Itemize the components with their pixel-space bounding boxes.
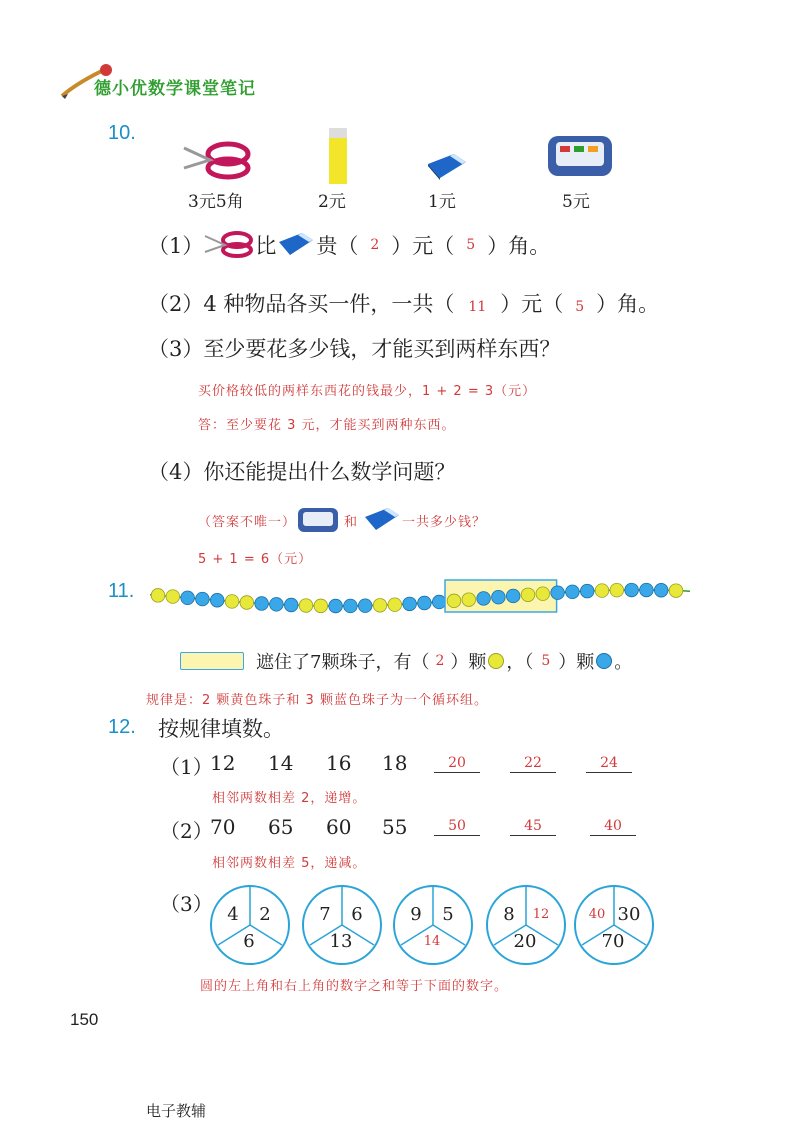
blue-bead: [640, 583, 654, 597]
circle-number: 40: [588, 907, 606, 922]
circle-number: 2: [259, 904, 271, 925]
header-title: 德小优数学课堂笔记: [94, 79, 256, 99]
blue-bead: [506, 589, 520, 603]
publisher-label: 电子教辅: [146, 1102, 207, 1120]
cover-box: [180, 652, 244, 670]
blue-bead: [255, 597, 269, 611]
answer-blank: 50: [434, 818, 480, 836]
yellow-bead: [240, 596, 254, 610]
handwritten-answer: [198, 505, 486, 535]
text: 一共多少钱？: [402, 514, 487, 530]
part-label: （1）: [160, 755, 213, 779]
handwritten-answer: 买价格较低的两样东西花的钱最少，1 + 2 = 3（元）: [198, 384, 537, 399]
handwritten-answer: 5 + 1 = 6（元）: [198, 552, 313, 567]
circle-number: 7: [319, 904, 331, 925]
handwritten-answer: 相邻两数相差 5，递减。: [212, 856, 367, 871]
blue-bead: [551, 586, 565, 600]
answer: 5: [541, 653, 551, 669]
q10-part2: [148, 288, 659, 318]
blue-bead: [196, 592, 210, 606]
text: 贵（: [316, 234, 359, 258]
answer-blank: 45: [510, 818, 556, 836]
part-label: （4）: [148, 460, 204, 484]
blue-bead: [625, 583, 639, 597]
text: ）颗: [558, 652, 595, 673]
text: 和: [344, 514, 359, 530]
given-number: 12: [210, 751, 236, 775]
answer-blank: 20: [434, 755, 480, 773]
q12-title: 按规律填数。: [158, 717, 284, 741]
answer-blank: 24: [586, 755, 632, 773]
pencil-case-icon: [296, 505, 340, 535]
circle-puzzle: [393, 885, 473, 965]
circle-number: 14: [423, 934, 441, 949]
price-scissors: 3元5角: [188, 192, 244, 212]
circle-number: 9: [410, 904, 422, 925]
yellow-bead: [388, 598, 402, 612]
circle-number: 13: [329, 931, 353, 952]
text: 比: [255, 234, 277, 258]
text: 至少要花多少钱，才能买到两样东西？: [203, 337, 561, 361]
yellow-bead: [595, 584, 609, 598]
blue-bead: [344, 599, 358, 613]
eraser-icon: [362, 506, 402, 534]
part-label: （1）: [148, 234, 204, 258]
answer: 2: [370, 237, 380, 253]
yellow-bead: [447, 594, 461, 608]
q10-part3: [148, 333, 560, 363]
given-number: 60: [326, 815, 352, 839]
yellow-bead: [669, 584, 683, 598]
part-label: （2）: [160, 819, 213, 843]
part-label: （3）: [148, 337, 204, 361]
blue-bead: [403, 597, 417, 611]
circle-number: 30: [617, 904, 641, 925]
circle-number: 6: [351, 904, 363, 925]
text: 遮住了7颗珠子，有（: [256, 652, 430, 673]
text: ）元（: [500, 292, 564, 316]
circle-number: 5: [442, 904, 454, 925]
handwritten-answer: 相邻两数相差 2，递增。: [212, 791, 367, 806]
yellow-bead-icon: [488, 653, 504, 669]
blue-bead: [181, 591, 195, 605]
handwritten-answer: 圆的左上角和右上角的数字之和等于下面的数字。: [200, 979, 509, 994]
yellow-bead: [373, 598, 387, 612]
circle-number: 6: [243, 931, 255, 952]
text: （答案不唯一）: [198, 514, 297, 530]
answer: 5: [466, 237, 476, 253]
blue-bead: [418, 596, 432, 610]
scissors-icon: [180, 140, 252, 180]
text: ，（: [506, 652, 534, 673]
circle-puzzle: [302, 885, 382, 965]
blue-bead: [566, 585, 580, 599]
text: ）颗: [450, 652, 487, 673]
blue-bead: [654, 583, 668, 597]
q10-part4: [148, 456, 455, 486]
answer-blank: 40: [590, 818, 636, 836]
circle-number: 4: [227, 904, 239, 925]
blue-bead: [358, 599, 372, 613]
text: 你还能提出什么数学问题？: [203, 460, 456, 484]
handwritten-answer: 答：至少要花 3 元，才能买到两种东西。: [198, 418, 456, 433]
blue-bead: [329, 599, 343, 613]
text: 4 种物品各买一件，一共（: [203, 292, 455, 316]
circle-puzzle: [210, 885, 290, 965]
given-number: 14: [268, 751, 294, 775]
bead-string: [150, 572, 695, 622]
blue-bead: [477, 592, 491, 606]
blue-bead: [210, 593, 224, 607]
text: ）元（: [391, 234, 455, 258]
question-number: 10.: [108, 122, 136, 144]
given-number: 70: [210, 815, 236, 839]
circle-dividers: [395, 887, 471, 963]
yellow-bead: [299, 599, 313, 613]
eraser-icon: [276, 231, 316, 259]
blue-bead: [270, 598, 284, 612]
handwritten-answer: 规律是：2 颗黄色珠子和 3 颗蓝色珠子为一个循环组。: [146, 693, 488, 708]
blue-bead: [432, 595, 446, 609]
given-number: 18: [382, 751, 408, 775]
blue-bead: [580, 584, 594, 598]
yellow-bead: [314, 599, 328, 613]
page-number: 150: [70, 1010, 99, 1029]
part-label: （3）: [160, 892, 213, 916]
part-label: （2）: [148, 292, 204, 316]
eraser-icon: [424, 152, 470, 182]
answer-blank: 22: [510, 755, 556, 773]
yellow-bead: [462, 593, 476, 607]
text: 。: [614, 652, 633, 673]
question-number: 11.: [108, 580, 135, 602]
circle-number: 8: [503, 904, 515, 925]
q10-part1: [148, 230, 550, 260]
yellow-bead: [521, 588, 535, 602]
circle-puzzle: [486, 885, 566, 965]
question-number: 12.: [108, 716, 136, 738]
yellow-bead: [166, 590, 180, 604]
yellow-bead: [610, 583, 624, 597]
given-number: 16: [326, 751, 352, 775]
circle-number: 12: [532, 907, 550, 922]
text: ）角。: [596, 292, 660, 316]
price-pencil-case: 5元: [562, 192, 590, 212]
yellow-bead: [151, 589, 165, 603]
blue-bead: [492, 590, 506, 604]
text: ）角。: [487, 234, 551, 258]
circle-number: 70: [601, 931, 625, 952]
given-number: 65: [268, 815, 294, 839]
yellow-bead: [536, 587, 550, 601]
header-logo: [58, 62, 308, 106]
blue-bead-icon: [596, 653, 612, 669]
yellow-bead: [225, 595, 239, 609]
scissors-icon: [203, 230, 255, 260]
q11-question: [180, 648, 632, 674]
price-eraser: 1元: [428, 192, 456, 212]
price-glue: 2元: [318, 192, 346, 212]
given-number: 55: [382, 815, 408, 839]
answer: 11: [468, 299, 487, 315]
pencil-case-icon: [544, 130, 616, 180]
answer: 2: [435, 653, 445, 669]
glue-stick-icon: [326, 126, 350, 186]
blue-bead: [284, 598, 298, 612]
answer: 5: [575, 299, 585, 315]
circle-puzzle: [574, 885, 654, 965]
circle-number: 20: [513, 931, 537, 952]
